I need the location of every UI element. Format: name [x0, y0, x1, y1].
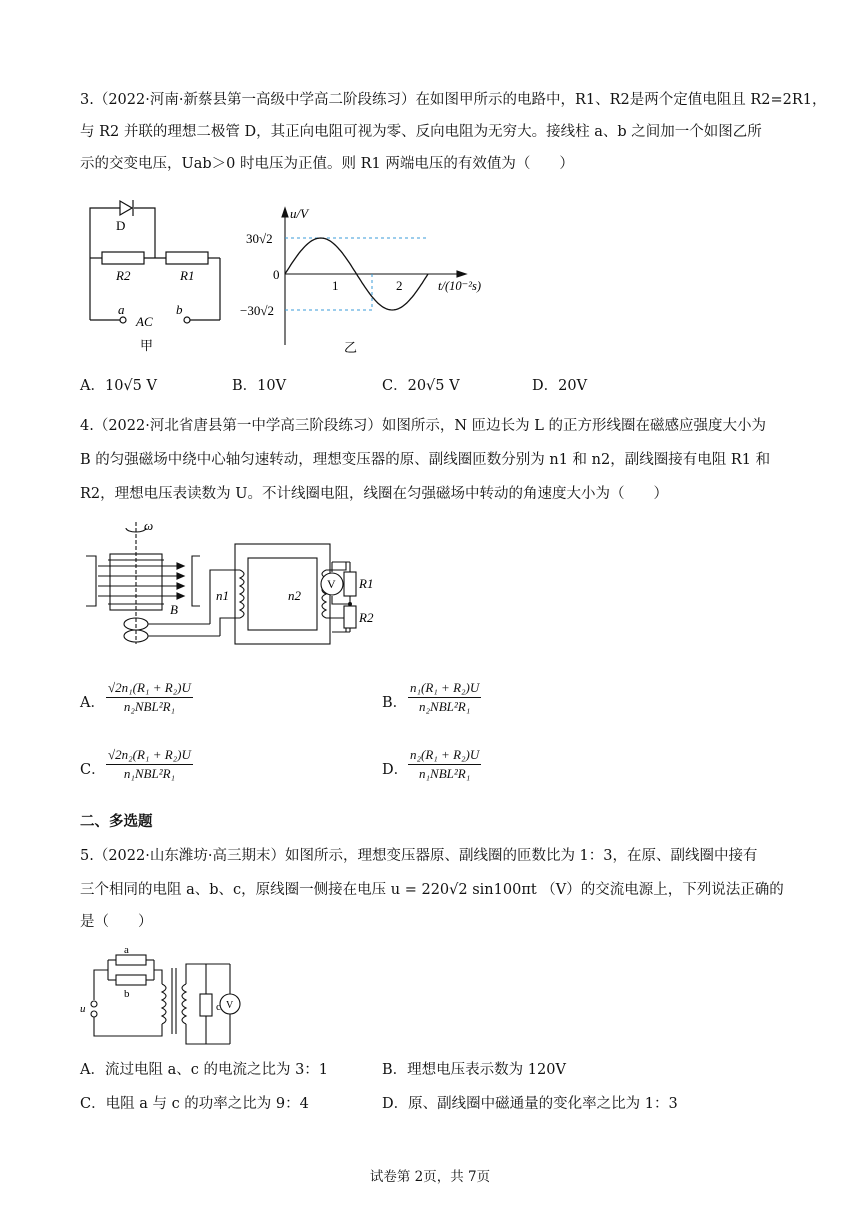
q4-stem-line1: 4.（2022·河北省唐县第一中学高三阶段练习）如图所示，N 匝边长为 L 的正方形线圈在磁感应强度大小为 — [80, 418, 766, 434]
section-heading-multiple-choice: 二、多选题 — [80, 813, 153, 830]
q5-option-b[interactable]: B．理想电压表示数为 120V — [382, 1062, 566, 1078]
diode-label: D — [116, 218, 126, 233]
q4-option-a-fraction[interactable] — [106, 680, 193, 715]
q5-option-d[interactable]: D．原、副线圈中磁通量的变化率之比为 1：3 — [382, 1096, 678, 1112]
omega-label: ω — [144, 518, 154, 533]
x-tick-2: 2 — [396, 278, 403, 293]
q5-resistor-c-label: c — [216, 1001, 221, 1013]
q4-option-b-fraction[interactable] — [408, 680, 481, 715]
ac-label: AC — [136, 314, 153, 329]
y-tick-zero: 0 — [273, 267, 280, 282]
q4-b-denominator: n₂NBL²R₁ — [419, 699, 471, 714]
q3-option-d[interactable]: D．20V — [532, 378, 588, 394]
q3-stem-line2: 与 R2 并联的理想二极管 D，其正向电阻可视为零、反向电阻为无穷大。接线柱 a、b 之间加一个如图乙所 — [80, 124, 762, 140]
n2-label: n2 — [288, 588, 301, 603]
q3-option-b[interactable]: B．10V — [232, 378, 287, 394]
q4-stem-line2: B 的匀强磁场中绕中心轴匀速转动，理想变压器的原、副线圈匝数分别为 n1 和 n2，副线圈接有电阻 R1 和 — [80, 452, 771, 468]
q4-generator-transformer-figure — [80, 514, 380, 664]
q4-a-numerator: √2n₁(R₁ + R₂)U — [106, 680, 193, 698]
q3-option-a[interactable]: A．10√5 V — [80, 378, 157, 394]
q4-r2-label: R2 — [359, 610, 374, 625]
q3-option-c[interactable]: C．20√5 V — [382, 378, 460, 394]
q5-source-u-label: u — [80, 1003, 86, 1015]
n1-label: n1 — [216, 588, 229, 603]
q3-circuit-figure — [80, 188, 230, 358]
q4-option-d-fraction[interactable] — [408, 747, 481, 782]
voltmeter-icon: V — [327, 577, 336, 591]
q5-option-a[interactable]: A．流过电阻 a、c 的电流之比为 3：1 — [80, 1062, 329, 1078]
q4-b-numerator: n₁(R₁ + R₂)U — [408, 680, 481, 698]
q5-resistor-a-label: a — [124, 944, 129, 956]
terminal-a-label: a — [118, 302, 125, 317]
q5-voltmeter-icon: V — [226, 1000, 234, 1011]
q5-stem-line1: 5.（2022·山东潍坊·高三期末）如图所示，理想变压器原、副线圈的匝数比为 1：3，在原、副线圈中接有 — [80, 848, 758, 864]
q4-a-denominator: n₂NBL²R₁ — [123, 699, 176, 714]
q5-stem-line3: 是（ ） — [80, 914, 153, 930]
q4-option-c-fraction[interactable] — [106, 747, 193, 782]
q4-d-numerator: n₂(R₁ + R₂)U — [408, 747, 481, 765]
q4-option-b-label[interactable]: B． — [382, 695, 408, 711]
y-axis-label: u/V — [290, 206, 309, 221]
q3-caption-yi: 乙 — [344, 340, 358, 355]
q4-d-denominator: n₁NBL²R₁ — [419, 766, 471, 781]
q4-option-d-label[interactable]: D． — [382, 762, 409, 778]
page-footer: 试卷第 2页，共 7页 — [369, 1169, 491, 1185]
q4-r1-label: R1 — [359, 576, 374, 591]
q3-caption-jia: 甲 — [140, 338, 154, 353]
q3-stem-line1: 3.（2022·河南·新蔡县第一高级中学高二阶段练习）在如图甲所示的电路中，R1、R2是两个定值电阻且 R2=2R1， — [80, 92, 827, 108]
q5-stem-line2: 三个相同的电阻 a、b、c，原线圈一侧接在电压 u = 220√2 sin100πt （V）的交流电源上，下列说法正确的 — [80, 882, 784, 898]
y-tick-pos: 30√2 — [246, 231, 273, 246]
q3-stem-line3: 示的交变电压，Uab＞0 时电压为正值。则 R1 两端电压的有效值为（ ） — [80, 156, 574, 172]
q5-resistor-b-label: b — [124, 988, 130, 1000]
q5-option-c[interactable]: C．电阻 a 与 c 的功率之比为 9：4 — [80, 1096, 309, 1112]
r1-label: R1 — [180, 268, 195, 283]
r2-label: R2 — [116, 268, 131, 283]
q4-c-numerator: √2n₂(R₁ + R₂)U — [106, 747, 193, 765]
field-b-label: B — [170, 602, 178, 617]
q4-c-denominator: n₁NBL²R₁ — [123, 766, 176, 781]
q3-voltage-graph — [240, 200, 500, 360]
q4-stem-line3: R2，理想电压表读数为 U。不计线圈电阻，线圈在匀强磁场中转动的角速度大小为（ ） — [80, 486, 668, 502]
q4-option-a-label[interactable]: A． — [80, 695, 105, 711]
q4-option-c-label[interactable]: C． — [80, 762, 106, 778]
x-tick-1: 1 — [332, 278, 339, 293]
q5-transformer-figure — [80, 940, 280, 1050]
y-tick-neg: −30√2 — [240, 303, 274, 318]
x-axis-label: t/(10⁻²s) — [438, 279, 481, 293]
terminal-b-label: b — [176, 302, 183, 317]
